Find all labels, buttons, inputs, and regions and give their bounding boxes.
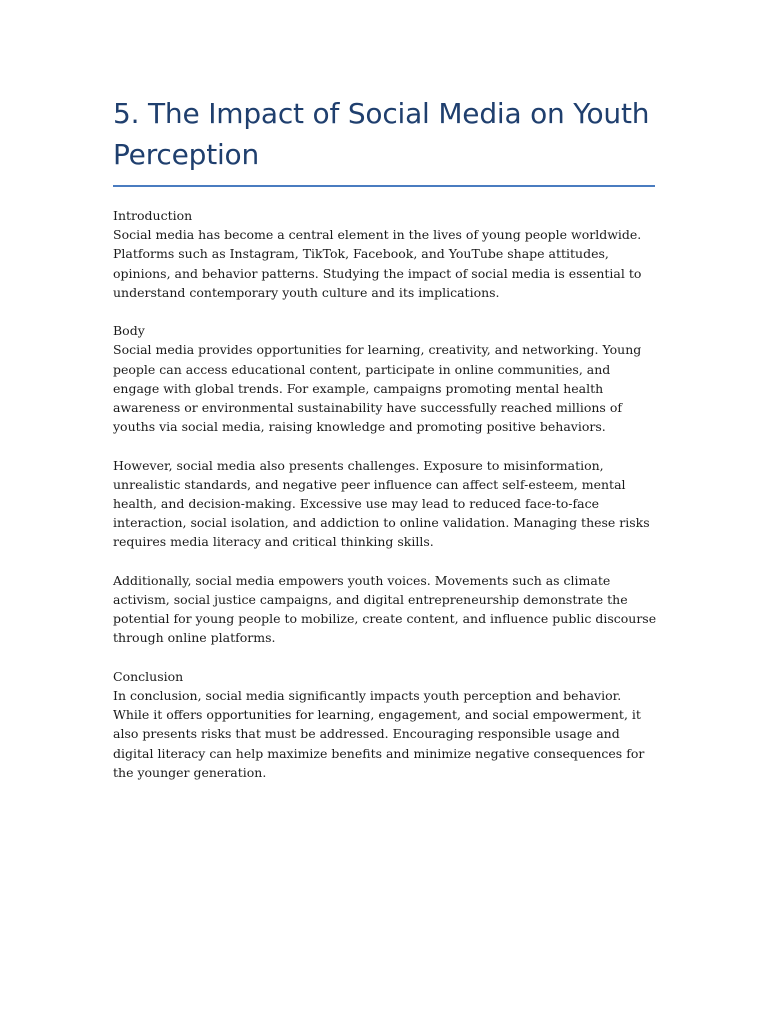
section-heading-introduction: Introduction — [113, 208, 193, 223]
body-paragraph-1: Social media provides opportunities for learning, creativity, and networking. Young people can access educational content, participate in online communities, and engage with global trends. For example, campaigns promoting mental health awareness or environmental sustainability have successfully reached millions of youths via social media, raising knowledge and promoting positive behaviors. — [113, 342, 642, 435]
title-underline-rule — [113, 185, 655, 187]
body-paragraph-2: However, social media also presents challenges. Exposure to misinformation, unrealistic standards, and negative peer influence can affect self-esteem, mental health, and decision-making. Excessive use may lead to reduced face-to-face interaction, social isolation, and addiction to online validation. Managing these risks requires media literacy and critical thinking skills. — [113, 457, 650, 550]
introduction-paragraph: Social media has become a central element in the lives of young people worldwide. Platforms such as Instagram, TikTok, Facebook, and YouTube shape attitudes, opinions, and behavior patterns. Studying the impact of social media is essential to understand contemporary youth culture and its implications. — [113, 227, 642, 300]
section-introduction — [113, 206, 658, 302]
document-body — [113, 206, 658, 782]
section-heading-conclusion: Conclusion — [113, 668, 184, 684]
section-heading-body: Body — [113, 323, 145, 339]
body-paragraph-3: Additionally, social media empowers youth voices. Movements such as climate activism, social justice campaigns, and digital entrepreneurship demonstrate the potential for young people to mobilize, create content, and influence public discourse through online platforms. — [113, 572, 657, 646]
section-conclusion — [113, 667, 658, 782]
conclusion-paragraph: In conclusion, social media significantly impacts youth perception and behavior. While it offers opportunities for learning, engagement, and social empowerment, it also presents risks that must be addressed. Encouraging responsible usage and digital literacy can help maximize benefits and minimize negative consequences for the younger generation. — [113, 688, 645, 780]
document-title: 5. The Impact of Social Media on Youth Perception — [113, 97, 650, 171]
document-content — [113, 93, 658, 801]
section-body — [113, 321, 658, 647]
